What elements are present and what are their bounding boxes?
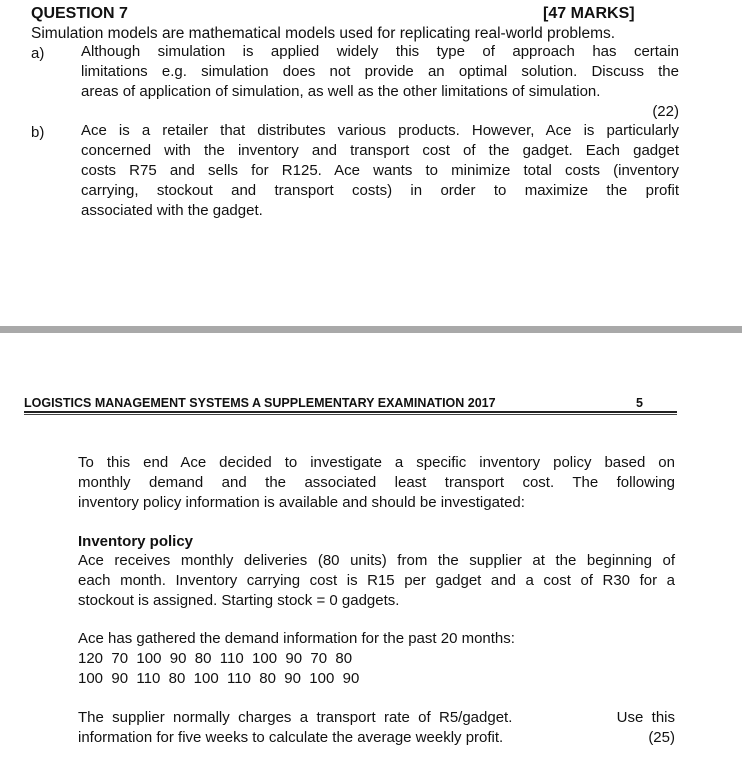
part-a-line-1: Although simulation is applied widely this type of approach has certain: [81, 43, 679, 60]
policy-line-3: stockout is assigned. Starting stock = 0 gadgets.: [78, 592, 400, 609]
footer-page-number: 5: [636, 396, 643, 410]
part-b-label: b): [31, 124, 45, 141]
part-b-text: [81, 121, 679, 221]
intro-line-2: monthly demand and the associated least transport cost. The following: [78, 474, 675, 491]
question-intro: Simulation models are mathematical models used for replicating real-world problems.: [31, 25, 616, 42]
intro-paragraph: [78, 453, 675, 513]
final-line-2-left: information for five weeks to calculate the average weekly profit.: [78, 729, 504, 746]
part-a-line-3: areas of application of simulation, as well as the other limitations of simulation.: [81, 83, 601, 100]
final-marks: (25): [648, 729, 675, 746]
part-b-line-2: concerned with the inventory and transport cost of the gadget. Each gadget: [81, 142, 679, 159]
intro-line-1: To this end Ace decided to investigate a specific inventory policy based on: [78, 454, 675, 471]
part-a-marks: (22): [652, 103, 679, 120]
part-b-line-1: Ace is a retailer that distributes various products. However, Ace is particularly: [81, 122, 679, 139]
policy-paragraph: [78, 551, 675, 611]
part-b-line-5: associated with the gadget.: [81, 202, 263, 219]
intro-line-3: inventory policy information is available and should be investigated:: [78, 494, 525, 511]
question-marks: [47 MARKS]: [543, 5, 635, 22]
footer-title: LOGISTICS MANAGEMENT SYSTEMS A SUPPLEMENTARY EXAMINATION 2017: [24, 396, 496, 410]
demand-row-2: 100 90 110 80 100 110 80 90 100 90: [78, 670, 360, 687]
question-title: QUESTION 7: [31, 5, 128, 22]
policy-heading: Inventory policy: [78, 533, 194, 550]
part-b-line-4: carrying, stockout and transport costs) in order to maximize the profit: [81, 182, 679, 199]
demand-row-1: 120 70 100 90 80 110 100 90 70 80: [78, 650, 353, 667]
policy-line-2: each month. Inventory carrying cost is R15 per gadget and a cost of R30 for a: [78, 572, 675, 589]
part-a-line-2: limitations e.g. simulation does not provide an optimal solution. Discuss the: [81, 63, 679, 80]
policy-line-1: Ace receives monthly deliveries (80 units) from the supplier at the beginning of: [78, 552, 675, 569]
final-line-1-left: The supplier normally charges a transport rate of R5/gadget.: [78, 709, 513, 726]
final-line-1-right: Use this: [616, 709, 675, 726]
part-a-text: [81, 42, 679, 122]
footer-rule-thin: [24, 414, 677, 415]
demand-intro: Ace has gathered the demand information for the past 20 months:: [78, 630, 515, 647]
part-a-label: a): [31, 45, 45, 62]
page-separator: [0, 326, 742, 333]
part-b-line-3: costs R75 and sells for R125. Ace wants to minimize total costs (inventory: [81, 162, 679, 179]
footer-rule: [24, 411, 677, 413]
final-paragraph: [78, 708, 675, 748]
